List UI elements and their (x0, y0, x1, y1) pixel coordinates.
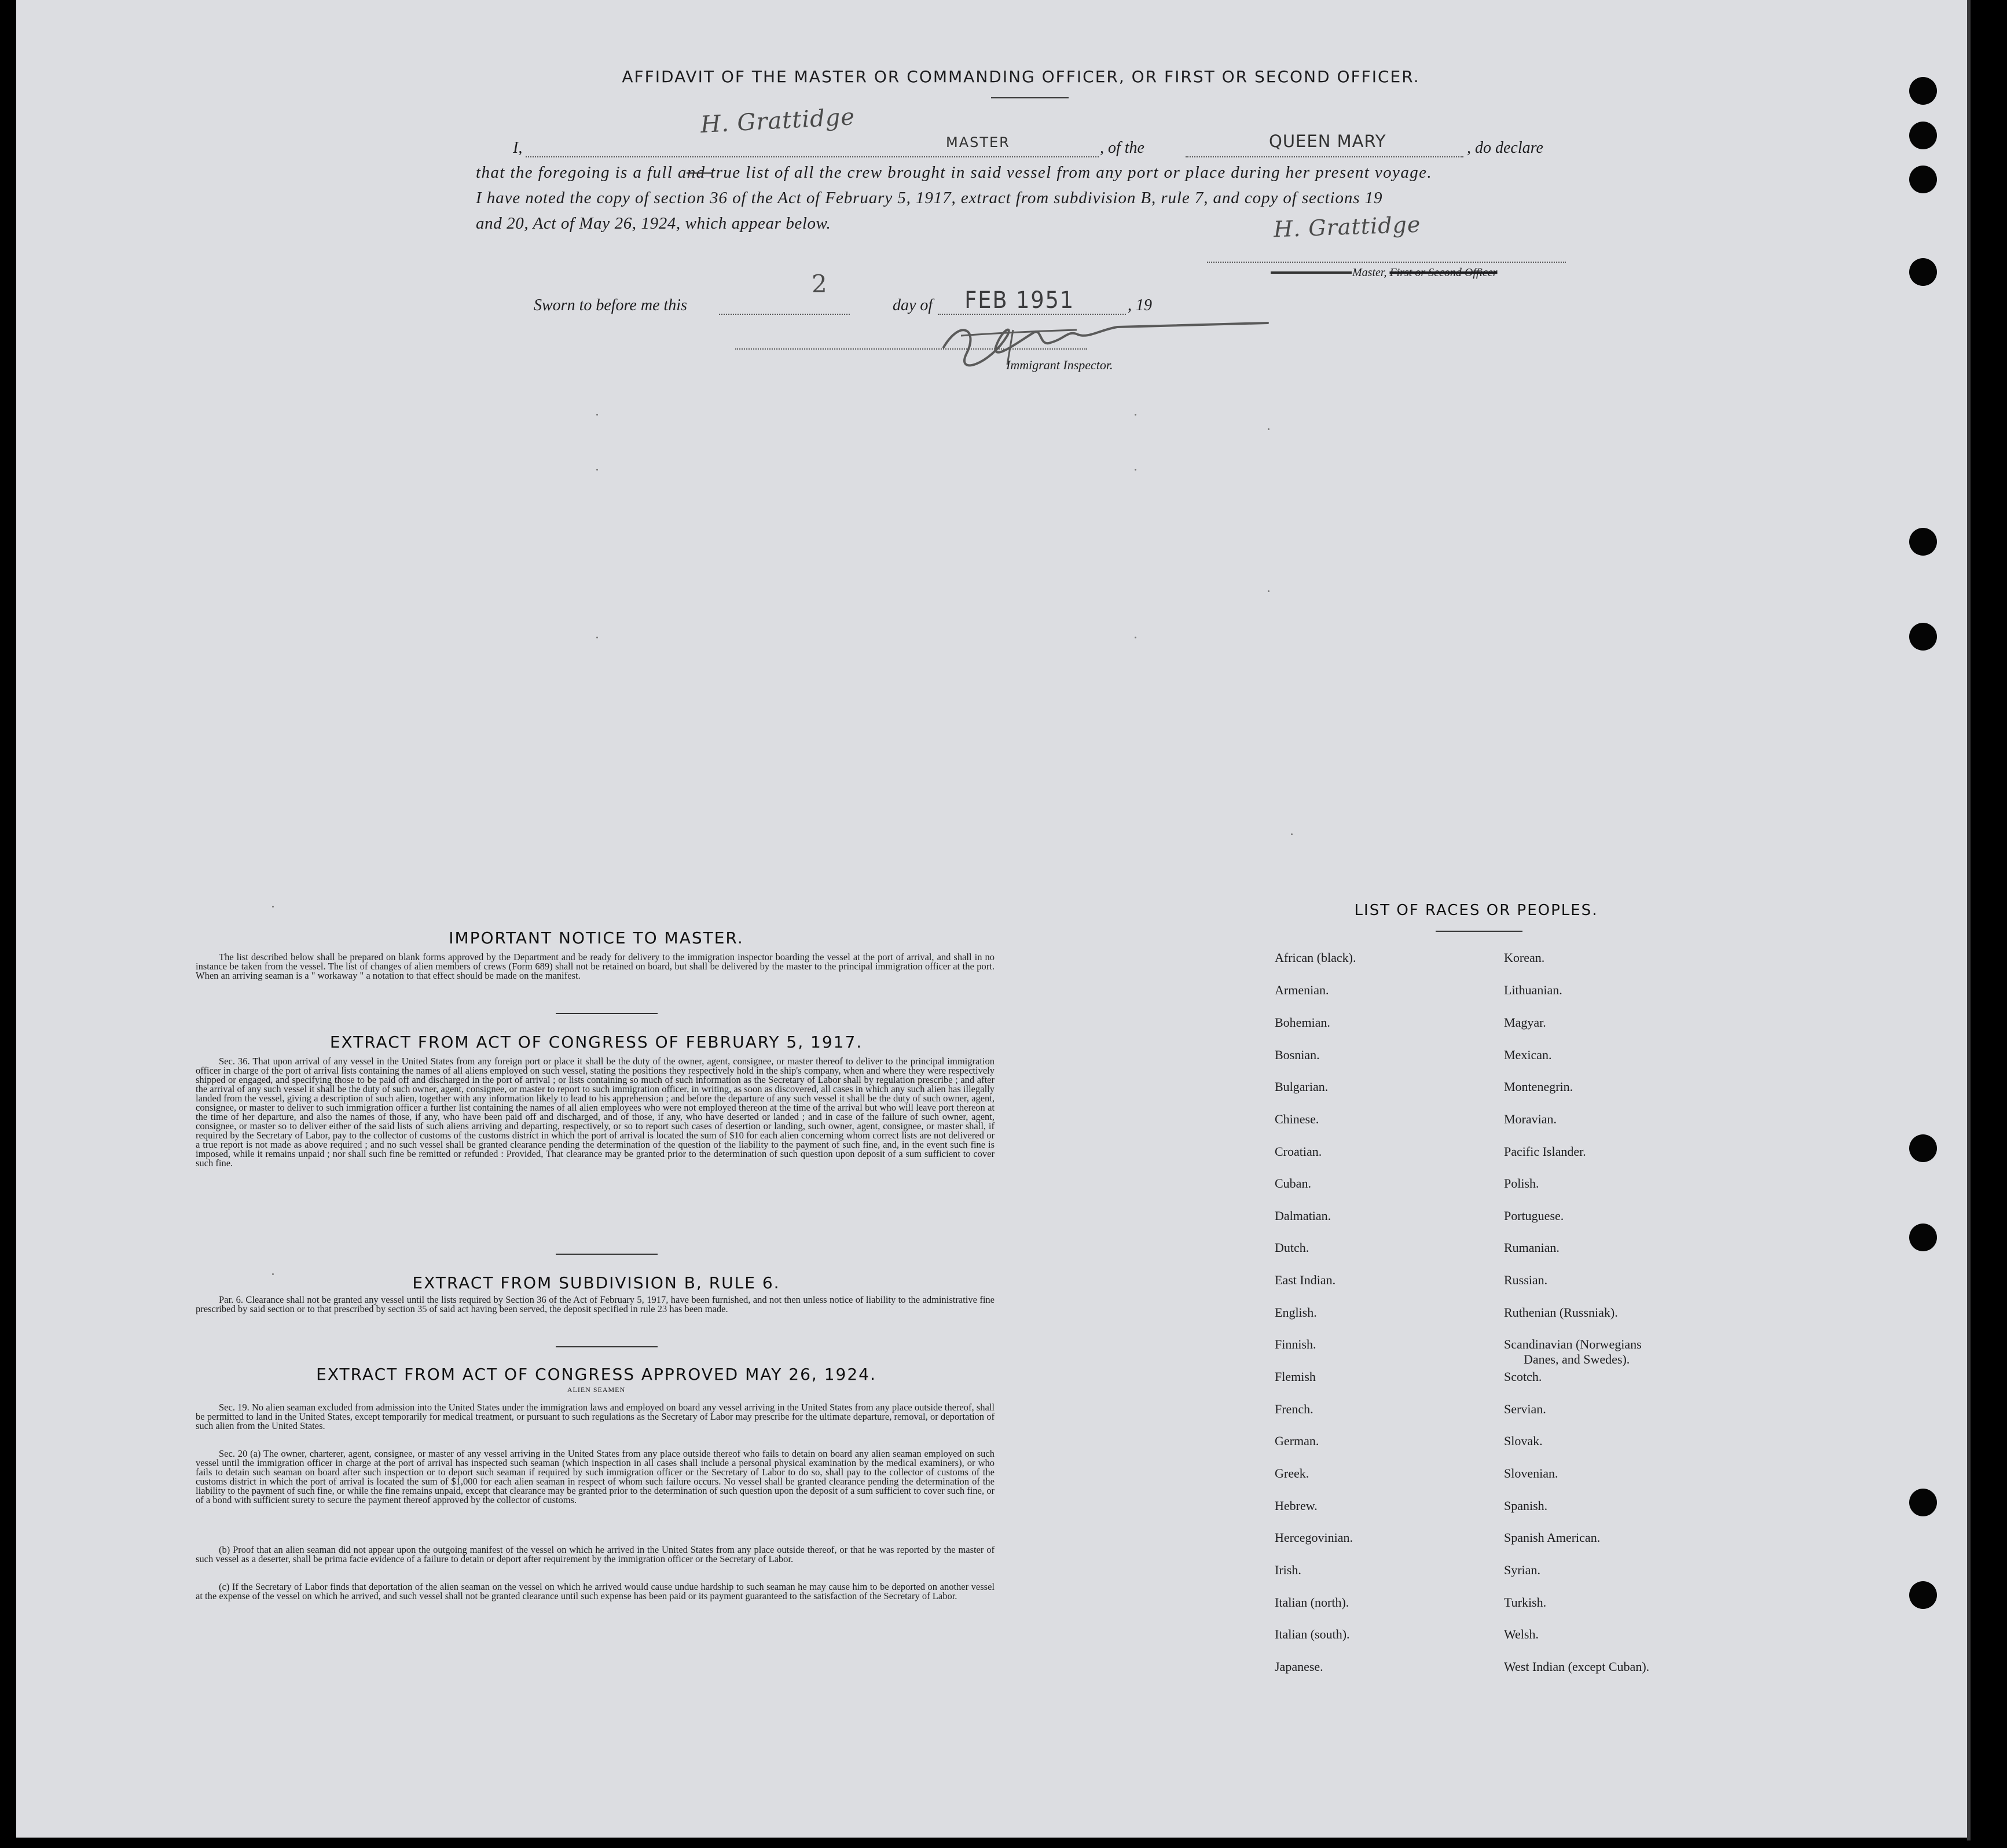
signature-line (1207, 262, 1566, 263)
race-left-item: African (black). (1275, 950, 1356, 965)
race-left-item: Italian (north). (1275, 1595, 1349, 1610)
date-stamp: FEB 1951 (964, 287, 1074, 314)
paper-speck (596, 637, 598, 638)
strike-and (687, 172, 713, 174)
race-left-item: English. (1275, 1305, 1317, 1320)
vessel-line (1186, 156, 1463, 157)
signer-title-master: Master, (1352, 266, 1387, 279)
race-left-item: Croatian. (1275, 1144, 1322, 1159)
race-right-item: Portuguese. (1504, 1208, 1564, 1223)
signer-title-struck: First or Second Officer (1389, 266, 1498, 279)
sworn-label: Sworn to before me this (534, 296, 687, 314)
race-left-item: Greek. (1275, 1466, 1309, 1480)
year-prefix: , 19 (1128, 296, 1152, 314)
race-left-item: Bulgarian. (1275, 1079, 1329, 1094)
race-right-item: Mexican. (1504, 1048, 1552, 1062)
title-underline (991, 97, 1069, 98)
race-right-item: Spanish American. (1504, 1530, 1601, 1545)
race-right-item: Moravian. (1504, 1112, 1557, 1126)
race-left-item: Armenian. (1275, 983, 1329, 997)
declaration-line-2: I have noted the copy of section 36 of the Act of February 5, 1917, extract from subdivision B, rule 7, and copy of sections 19 (476, 189, 1383, 207)
race-left-item: Japanese. (1275, 1659, 1323, 1674)
race-right-item: Korean. (1504, 950, 1545, 965)
extract-1924-heading: EXTRACT FROM ACT OF CONGRESS APPROVED MAY 26, 1924. (316, 1365, 876, 1384)
punch-hole (1909, 166, 1937, 193)
race-left-item: Bohemian. (1275, 1015, 1330, 1030)
punch-hole (1909, 122, 1937, 149)
inspector-line (735, 348, 1087, 350)
alien-seamen-subheading: ALIEN SEAMEN (567, 1386, 626, 1394)
race-right-item: Turkish. (1504, 1595, 1547, 1610)
race-right-item: Lithuanian. (1504, 983, 1562, 997)
race-left-item: Italian (south). (1275, 1627, 1350, 1641)
subdivision-text: Par. 6. Clearance shall not be granted any vessel until the lists required by Section 36 of the Act of February 5, 1917, have been furnished, and not then unless notice of liability to the administrative fine prescribed by said section or to that prescribed by section 35 of said act having been served, the deposit specified in rule 23 has been made. (196, 1294, 995, 1314)
race-right-item: Scandinavian (Norwegians (1504, 1337, 1642, 1351)
punch-hole (1909, 623, 1937, 651)
race-left-item: French. (1275, 1402, 1313, 1416)
paper-speck (272, 906, 274, 908)
race-left-item: Hebrew. (1275, 1498, 1318, 1513)
notice-text: The list described below shall be prepared on blank forms approved by the Department and be ready for delivery to the immigration inspector boarding the vessel at the port of arrival, and shall in no instance be taken from the vessel. The list of changes of alien members of crews (Form 689) shall not be retained on board, but shall be delivered by the master to the principal immigration officer at the port. When an arriving seaman is a " workaway " a notation to that effect should be made on the manifest. (196, 951, 995, 981)
rank-field: MASTER (946, 134, 1010, 150)
race-right-item: Russian. (1504, 1273, 1548, 1287)
race-right-item: Pacific Islander. (1504, 1144, 1586, 1159)
of-the-label: , of the (1100, 139, 1144, 157)
race-right-item: Rumanian. (1504, 1240, 1560, 1255)
extract-1917-heading: EXTRACT FROM ACT OF CONGRESS OF FEBRUARY 5, 1917. (329, 1033, 863, 1052)
punch-hole (1909, 528, 1937, 556)
signer-title (1352, 266, 1498, 280)
race-right-item: Scotch. (1504, 1369, 1542, 1384)
sec-20c-text: (c) If the Secretary of Labor finds that deportation of the alien seaman on the vessel on which he arrived would cause undue hardship to such seaman he may cause him to be deported on another vessel at the expense of the vessel on which he arrived, and such vessel shall not be granted clearance until such expense has been paid or its payment guaranteed to the satisfaction of the Secretary of Labor. (196, 1581, 995, 1601)
paper-speck (1268, 590, 1269, 592)
race-right-item: Syrian. (1504, 1563, 1540, 1577)
race-right-item: Slovak. (1504, 1434, 1543, 1448)
officer-signature: H. Grattidge (1273, 211, 1422, 243)
paper-speck (1135, 637, 1136, 638)
race-left-item: Irish. (1275, 1563, 1301, 1577)
notice-heading: IMPORTANT NOTICE TO MASTER. (449, 928, 744, 947)
page-edge (1967, 0, 1971, 1840)
punch-hole (1909, 1489, 1937, 1516)
race-left-item: East Indian. (1275, 1273, 1336, 1287)
affidavit-title: AFFIDAVIT OF THE MASTER OR COMMANDING OFFICER, OR FIRST OR SECOND OFFICER. (622, 67, 1420, 86)
punch-hole (1909, 1581, 1937, 1609)
paper-speck (596, 414, 598, 416)
extract-1917-text: Sec. 36. That upon arrival of any vessel in the United States from any foreign port or place it shall be the duty of the owner, agent, consignee, or master thereof to deliver to the principal immigration officer in charge of the port of arrival lists containing the names of all aliens employed on such vessel, stating the positions they respectively hold in the ship's company, when and where they were respectively shipped or engaged, and specifying those to be paid off and discharged in the port of arrival ; or lists containing so much of such information as the Secretary of Labor shall by regulation prescribe ; and after the arrival of any such vessel it shall be the duty of such owner, agent, consignee, or master to report to such immigration officer, in writing, as soon as discovered, all cases in which any such alien has illegally landed from the vessel, giving a description of such alien, together with any information likely to lead to his apprehension ; and before the departure of any such vessel it shall be the duty of such owner, agent, consignee, or master to deliver to such immigration officer a further list containing the names of all alien employees who were not employed thereon at the time of the arrival but who will leave port thereon at the time of her departure, and also the names of those, if any, who have been paid off and discharged, and of those, if any, who have deserted or landed ; and in case of the failure of such owner, agent, consignee, or master so to deliver either of the said lists of such aliens arriving and departing, respectively, or so to report such cases of desertion or landing, such owner, agent, consignee, or master shall, if required by the Secretary of Labor, pay to the collector of customs of the customs district in which the port of arrival is located the sum of $10 for each alien concerning whom correct lists are not delivered or a true report is not made as above required ; and no such vessel shall be granted clearance pending the determination of the question of the liability to the payment of such fine, and, in the event such fine is imposed, while it remains unpaid ; nor shall such fine be remitted or refunded : Provided, That clearance may be granted prior to the determination of such question upon deposit of a sum sufficient to cover such fine. (196, 1056, 995, 1169)
punch-hole (1909, 258, 1937, 286)
sworn-day: 2 (812, 270, 828, 298)
race-right-item: Danes, and Swedes). (1524, 1352, 1630, 1366)
vessel-name: QUEEN MARY (1269, 131, 1386, 151)
day-of-label: day of (893, 296, 933, 314)
sec-20a-text: Sec. 20 (a) The owner, charterer, agent, consignee, or master of any vessel arriving in the United States from any place outside thereof who fails to detain on board any alien seaman employed on such vessel until the immigration officer in charge at the port of arrival has inspected such seaman (which inspection in all cases shall include a personal physical examination by the medical examiners), or who fails to detain such seaman on board after such inspection or to deport such seaman if required by such immigration officer or the Secretary of Labor to do so, shall pay to the collector of customs of the customs district in which the port of arrival is located the sum of $1,000 for each alien seaman in respect of whom such failure occurs. No vessel shall be granted clearance pending the determination of the liability to the payment of such fine, or while the fine remains unpaid, except that clearance may be granted prior to the determination of such question upon the deposit of a sum sufficient to cover such fine, or of a bond with sufficient surety to secure the payment thereof approved by the collector of customs. (196, 1448, 995, 1505)
race-left-item: Cuban. (1275, 1176, 1311, 1191)
paper-speck (596, 469, 598, 471)
inspector-title: Immigrant Inspector. (1006, 358, 1113, 372)
punch-hole (1909, 1134, 1937, 1162)
section-divider (556, 1346, 658, 1347)
race-right-item: West Indian (except Cuban). (1504, 1659, 1650, 1674)
races-underline (1436, 931, 1522, 932)
paper-speck (1291, 833, 1293, 835)
race-right-item: Montenegrin. (1504, 1079, 1573, 1094)
sec-20b-text: (b) Proof that an alien seaman did not appear upon the outgoing manifest of the vessel on which he arrived in the United States from any place outside thereof, or that he was reported by the master of such vessel as a deserter, shall be prima facie evidence of a failure to detain or deport after requirement by the immigration officer or the Secretary of Labor. (196, 1544, 995, 1564)
do-declare-label: , do declare (1467, 139, 1543, 157)
paper-speck (1135, 414, 1136, 416)
declaration-line-1: that the foregoing is a full and true list of all the crew brought in said vessel from any port or place during her present voyage. (476, 163, 1433, 182)
race-left-item: Bosnian. (1275, 1048, 1320, 1062)
race-left-item: Dalmatian. (1275, 1208, 1331, 1223)
i-label: I, (513, 139, 523, 157)
name-line (526, 156, 1099, 157)
section-divider (556, 1254, 658, 1255)
subdivision-heading: EXTRACT FROM SUBDIVISION B, RULE 6. (412, 1273, 780, 1292)
race-left-item: Finnish. (1275, 1337, 1316, 1351)
race-left-item: Hercegovinian. (1275, 1530, 1353, 1545)
race-right-item: Welsh. (1504, 1627, 1539, 1641)
race-left-item: German. (1275, 1434, 1319, 1448)
declaration-line-3: and 20, Act of May 26, 1924, which appear below. (476, 214, 831, 233)
race-left-item: Chinese. (1275, 1112, 1319, 1126)
sworn-day-line (719, 314, 850, 315)
sec-19-text: Sec. 19. No alien seaman excluded from admission into the United States under the immigration laws and employed on board any vessel arriving in the United States from any place outside thereof, shall be permitted to land in the United States, except temporarily for medical treatment, or pursuant to such regulations as the Secretary of Labor may prescribe for the ultimate departure, removal, or deportation of such alien from the United States. (196, 1402, 995, 1431)
race-right-item: Servian. (1504, 1402, 1546, 1416)
race-right-item: Polish. (1504, 1176, 1539, 1191)
signer-title-bar (1271, 271, 1352, 274)
race-left-item: Dutch. (1275, 1240, 1309, 1255)
races-heading: LIST OF RACES OR PEOPLES. (1354, 902, 1598, 919)
race-right-item: Ruthenian (Russniak). (1504, 1305, 1618, 1320)
paper-speck (1135, 469, 1136, 471)
race-left-item: Flemish (1275, 1369, 1316, 1384)
race-right-item: Magyar. (1504, 1015, 1546, 1030)
section-divider (556, 1013, 658, 1014)
punch-hole (1909, 1224, 1937, 1251)
race-right-item: Spanish. (1504, 1498, 1548, 1513)
paper-speck (1268, 428, 1269, 430)
master-signature: H. Grattidge (699, 104, 856, 138)
race-right-item: Slovenian. (1504, 1466, 1558, 1480)
